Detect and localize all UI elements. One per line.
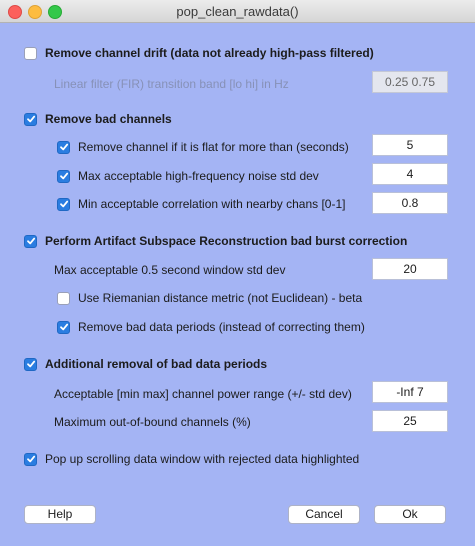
window-input[interactable]: 20	[372, 258, 448, 280]
flat-checkbox[interactable]	[57, 141, 70, 154]
riemann-checkbox[interactable]	[57, 292, 70, 305]
checkmark-icon	[26, 454, 36, 464]
noise-checkbox[interactable]	[57, 170, 70, 183]
popup-option[interactable]	[24, 449, 359, 469]
additional-option[interactable]	[24, 354, 267, 374]
cancel-button[interactable]: Cancel	[288, 505, 360, 524]
checkmark-icon	[59, 142, 69, 152]
bad-channels-option[interactable]	[24, 109, 172, 129]
power-label: Acceptable [min max] channel power range (+/- std dev)	[54, 387, 352, 401]
corr-input[interactable]: 0.8	[372, 192, 448, 214]
bad-channels-label: Remove bad channels	[45, 112, 172, 126]
remove-periods-label: Remove bad data periods (instead of correcting them)	[78, 320, 365, 334]
help-button[interactable]: Help	[24, 505, 96, 524]
drift-checkbox[interactable]	[24, 47, 37, 60]
dialog-panel	[6, 26, 469, 540]
asr-option[interactable]	[24, 231, 407, 251]
noise-label: Max acceptable high-frequency noise std dev	[78, 169, 319, 183]
noise-option[interactable]	[57, 166, 319, 186]
flat-input[interactable]: 5	[372, 134, 448, 156]
corr-option[interactable]	[57, 194, 345, 214]
power-input[interactable]: -Inf 7	[372, 381, 448, 403]
title-bar	[0, 0, 475, 23]
checkmark-icon	[26, 359, 36, 369]
flat-option[interactable]	[57, 137, 349, 157]
ok-button[interactable]: Ok	[374, 505, 446, 524]
filter-label: Linear filter (FIR) transition band [lo hi] in Hz	[54, 77, 289, 91]
riemann-option[interactable]	[57, 288, 362, 308]
drift-option[interactable]	[24, 43, 374, 63]
additional-checkbox[interactable]	[24, 358, 37, 371]
noise-input[interactable]: 4	[372, 163, 448, 185]
oob-label: Maximum out-of-bound channels (%)	[54, 415, 251, 429]
window-label: Max acceptable 0.5 second window std dev	[54, 263, 286, 277]
checkmark-icon	[59, 171, 69, 181]
corr-checkbox[interactable]	[57, 198, 70, 211]
flat-label: Remove channel if it is flat for more than (seconds)	[78, 140, 349, 154]
riemann-label: Use Riemanian distance metric (not Euclidean) - beta	[78, 291, 363, 305]
asr-label: Perform Artifact Subspace Reconstruction bad burst correction	[45, 234, 408, 248]
checkmark-icon	[59, 322, 69, 332]
asr-checkbox[interactable]	[24, 235, 37, 248]
oob-input[interactable]: 25	[372, 410, 448, 432]
remove-periods-checkbox[interactable]	[57, 321, 70, 334]
popup-label: Pop up scrolling data window with rejected data highlighted	[45, 452, 360, 466]
checkmark-icon	[59, 199, 69, 209]
checkmark-icon	[26, 236, 36, 246]
remove-periods-option[interactable]	[57, 317, 365, 337]
filter-row	[54, 74, 289, 94]
bad-channels-checkbox[interactable]	[24, 113, 37, 126]
popup-checkbox[interactable]	[24, 453, 37, 466]
checkmark-icon	[26, 114, 36, 124]
window-row	[54, 260, 285, 280]
filter-input[interactable]: 0.25 0.75	[372, 71, 448, 93]
drift-label: Remove channel drift (data not already high-pass filtered)	[45, 46, 374, 60]
additional-label: Additional removal of bad data periods	[45, 357, 268, 371]
window-title: pop_clean_rawdata()	[176, 4, 299, 19]
oob-row	[54, 412, 251, 432]
corr-label: Min acceptable correlation with nearby chans [0-1]	[78, 197, 346, 211]
power-row	[54, 384, 352, 404]
